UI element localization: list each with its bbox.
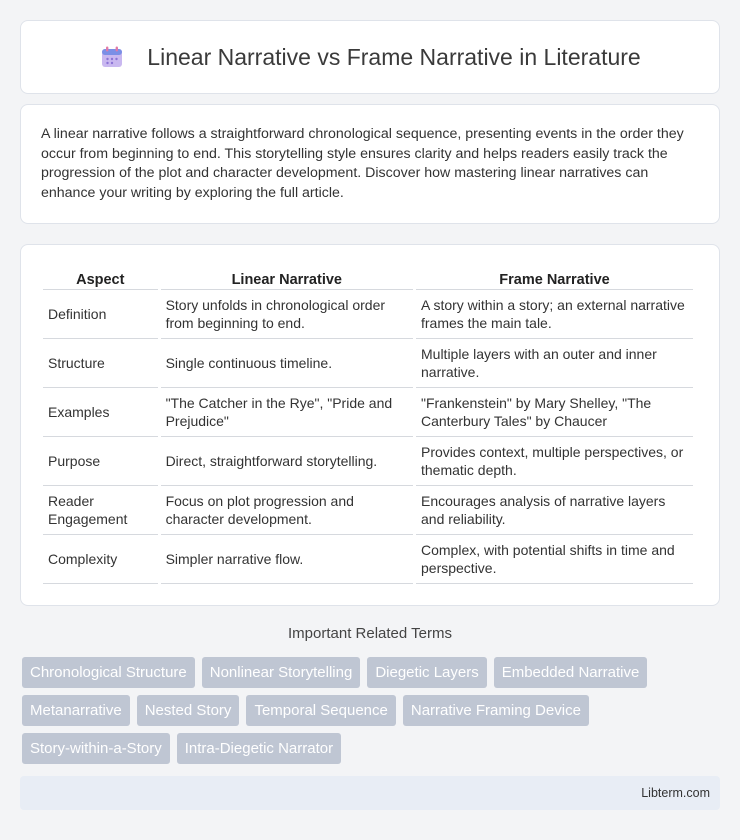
- cell-aspect: Purpose: [43, 437, 158, 486]
- cell-frame: Provides context, multiple perspectives, or thematic depth.: [416, 437, 693, 486]
- intro-card: [20, 104, 720, 224]
- footer: [20, 776, 720, 810]
- table-row: [43, 437, 693, 486]
- header-frame: Frame Narrative: [416, 265, 693, 290]
- table-row: [43, 290, 693, 339]
- term-tag[interactable]: Story-within-a-Story: [22, 733, 170, 764]
- comparison-table: [40, 265, 696, 584]
- footer-site-link[interactable]: Libterm.com: [641, 786, 710, 800]
- cell-aspect: Reader Engagement: [43, 486, 158, 535]
- cell-linear: Direct, straightforward storytelling.: [161, 437, 413, 486]
- term-tag[interactable]: Chronological Structure: [22, 657, 195, 688]
- term-tag[interactable]: Diegetic Layers: [367, 657, 486, 688]
- title-card: [20, 20, 720, 94]
- table-row: [43, 388, 693, 437]
- cell-linear: Single continuous timeline.: [161, 339, 413, 388]
- cell-linear: Story unfolds in chronological order from beginning to end.: [161, 290, 413, 339]
- cell-aspect: Definition: [43, 290, 158, 339]
- related-terms-heading: Important Related Terms: [288, 625, 452, 642]
- cell-aspect: Structure: [43, 339, 158, 388]
- term-tag[interactable]: Nonlinear Storytelling: [202, 657, 361, 688]
- header-linear: Linear Narrative: [161, 265, 413, 290]
- calendar-icon: [99, 44, 125, 70]
- table-row: [43, 486, 693, 535]
- term-tag[interactable]: Nested Story: [137, 695, 240, 726]
- term-tag[interactable]: Temporal Sequence: [246, 695, 395, 726]
- cell-linear: Simpler narrative flow.: [161, 535, 413, 584]
- table-row: [43, 339, 693, 388]
- cell-frame: Multiple layers with an outer and inner narrative.: [416, 339, 693, 388]
- cell-frame: Complex, with potential shifts in time and perspective.: [416, 535, 693, 584]
- cell-frame: Encourages analysis of narrative layers and reliability.: [416, 486, 693, 535]
- intro-text: A linear narrative follows a straightforward chronological sequence, presenting events in the order they occur from beginning to end. This storytelling style ensures clarity and helps readers easily track the progression of the plot and character development. Discover how mastering linear narratives can enhance your writing by exploring the full article.: [41, 126, 684, 201]
- table-header-row: [43, 265, 693, 290]
- comparison-card: [20, 244, 720, 606]
- cell-frame: "Frankenstein" by Mary Shelley, "The Canterbury Tales" by Chaucer: [416, 388, 693, 437]
- cell-linear: Focus on plot progression and character development.: [161, 486, 413, 535]
- term-tag[interactable]: Metanarrative: [22, 695, 130, 726]
- table-row: [43, 535, 693, 584]
- term-tag[interactable]: Narrative Framing Device: [403, 695, 589, 726]
- term-tag[interactable]: Embedded Narrative: [494, 657, 648, 688]
- term-tag[interactable]: Intra-Diegetic Narrator: [177, 733, 341, 764]
- cell-aspect: Complexity: [43, 535, 158, 584]
- cell-aspect: Examples: [43, 388, 158, 437]
- related-terms-list: [22, 657, 712, 764]
- header-aspect: Aspect: [43, 265, 158, 290]
- cell-frame: A story within a story; an external narrative frames the main tale.: [416, 290, 693, 339]
- page-title: Linear Narrative vs Frame Narrative in Literature: [147, 43, 641, 70]
- cell-linear: "The Catcher in the Rye", "Pride and Prejudice": [161, 388, 413, 437]
